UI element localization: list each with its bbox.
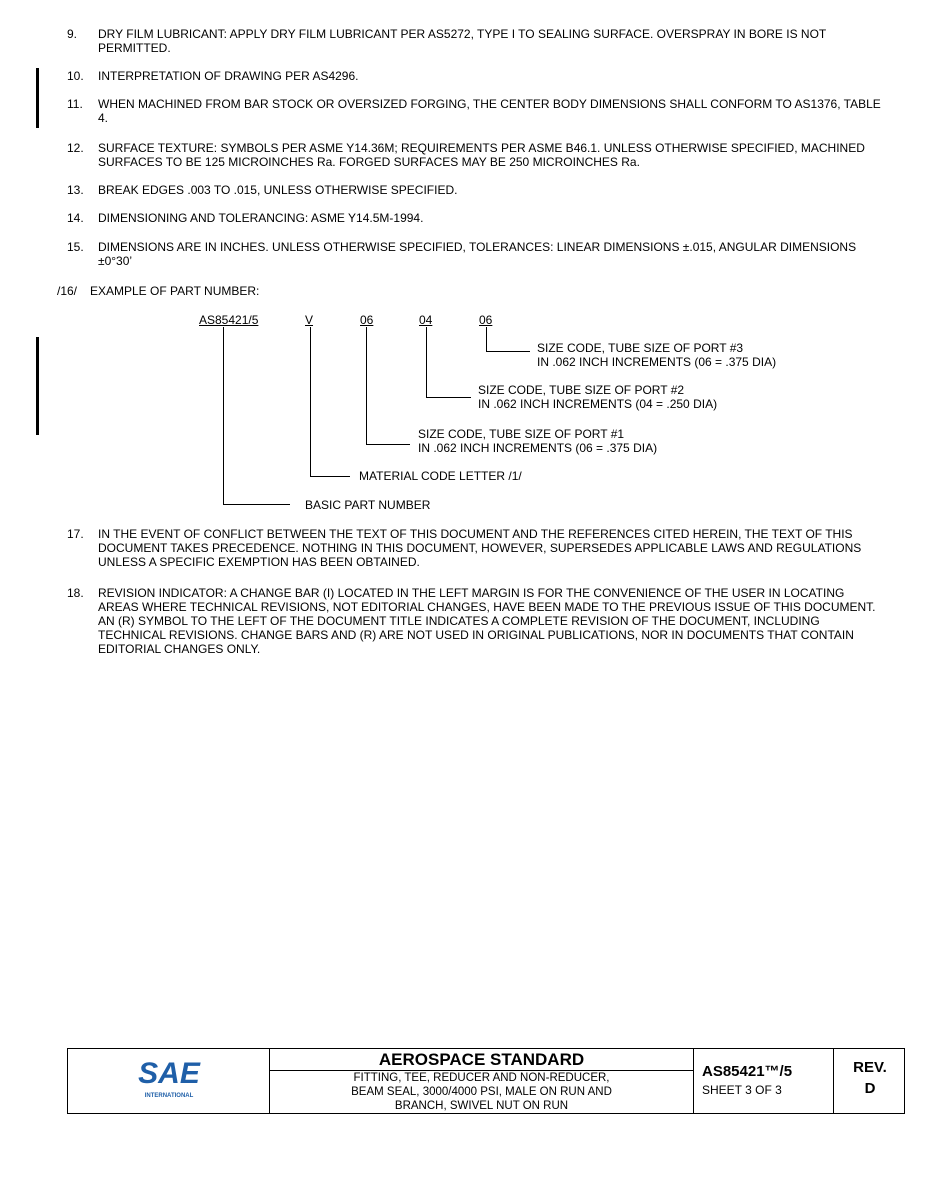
- note-number: 15.: [67, 240, 84, 254]
- note-text: INTERPRETATION OF DRAWING PER AS4296.: [98, 69, 359, 83]
- callout-port2-line1: SIZE CODE, TUBE SIZE OF PORT #2: [478, 383, 685, 397]
- desc-line: BEAM SEAL, 3000/4000 PSI, MALE ON RUN AND: [351, 1086, 612, 1098]
- leader-basic-horizontal: [223, 504, 290, 505]
- part-cell: [694, 1049, 834, 1113]
- change-bar: [36, 337, 39, 435]
- note-text: EXAMPLE OF PART NUMBER:: [90, 284, 260, 298]
- note-18: [67, 586, 887, 656]
- note-text: SURFACE TEXTURE: SYMBOLS PER ASME Y14.36M; REQUIREMENTS PER ASME B46.1. UNLESS OTHERWISE SPECIFIED, MACHINED SURFACES TO BE 125 MICROINCHES Ra. FORGED SURFACES MAY BE 250 MICROINCHES Ra.: [98, 141, 865, 169]
- note-12: [67, 141, 887, 169]
- callout-port1-line2: IN .062 INCH INCREMENTS (06 = .375 DIA): [418, 441, 658, 455]
- callout-port1-line1: SIZE CODE, TUBE SIZE OF PORT #1: [418, 427, 625, 441]
- standard-description: [270, 1071, 693, 1113]
- note-number: 12.: [67, 141, 84, 155]
- note-number: 13.: [67, 183, 84, 197]
- leader-port1-vertical: [366, 327, 367, 445]
- note-16: [57, 284, 877, 298]
- leader-port2-vertical: [426, 327, 427, 398]
- revision-value: D: [864, 1080, 876, 1097]
- sheet-number: SHEET 3 OF 3: [702, 1083, 782, 1097]
- note-text: REVISION INDICATOR: A CHANGE BAR (I) LOCATED IN THE LEFT MARGIN IS FOR THE CONVENIENCE OF THE USER IN LOCATING AREAS WHERE TECHNICAL REVISIONS, NOT EDITORIAL CHANGES, HAVE BEEN MADE TO THE PREVIOUS ISSUE OF THIS DOCUMENT. AN (R) SYMBOL TO THE LEFT OF THE DOCUMENT TITLE INDICATES A COMPLETE REVISION OF THE DOCUMENT, INCLUDING TECHNICAL REVISIONS. CHANGE BARS AND (R) ARE NOT USED IN ORIGINAL PUBLICATIONS, NOR IN DOCUMENTS THAT CONTAIN EDITORIAL CHANGES ONLY.: [98, 586, 876, 656]
- note-number: /16/: [57, 284, 78, 298]
- leader-port3-horizontal: [486, 351, 530, 352]
- rev-cell: [834, 1049, 906, 1113]
- revision-label: REV.: [853, 1059, 887, 1076]
- note-number: 18.: [67, 586, 84, 600]
- note-13: [67, 183, 887, 197]
- change-bar: [36, 68, 39, 128]
- leader-port1-horizontal: [366, 444, 410, 445]
- leader-basic-vertical: [223, 327, 224, 505]
- note-text: DIMENSIONS ARE IN INCHES. UNLESS OTHERWISE SPECIFIED, TOLERANCES: LINEAR DIMENSIONS ±.015, ANGULAR DIMENSIONS ±0°30’: [98, 240, 857, 268]
- leader-port2-horizontal: [426, 397, 471, 398]
- note-text: DRY FILM LUBRICANT: APPLY DRY FILM LUBRICANT PER AS5272, TYPE I TO SEALING SURFACE. OVERSPRAY IN BORE IS NOT PERMITTED.: [98, 27, 827, 55]
- note-14: [67, 211, 887, 225]
- callout-port3-line2: IN .062 INCH INCREMENTS (06 = .375 DIA): [537, 355, 777, 369]
- pn-port2-code: 04: [419, 313, 433, 327]
- desc-line: FITTING, TEE, REDUCER AND NON-REDUCER,: [353, 1072, 610, 1084]
- pn-port3-code: 06: [479, 313, 493, 327]
- note-10: [67, 69, 887, 83]
- note-9: [67, 27, 887, 55]
- pn-material-code: V: [305, 313, 314, 327]
- logo-cell: [68, 1049, 270, 1113]
- callout-material: MATERIAL CODE LETTER /1/: [359, 469, 522, 483]
- leader-port3-vertical: [486, 327, 487, 352]
- note-15: [67, 240, 887, 268]
- pn-basic-code: AS85421/5: [199, 313, 259, 327]
- callout-port2-line2: IN .062 INCH INCREMENTS (04 = .250 DIA): [478, 397, 718, 411]
- callout-basic: BASIC PART NUMBER: [305, 498, 431, 512]
- standard-title: AEROSPACE STANDARD: [270, 1049, 693, 1071]
- desc-line: BRANCH, SWIVEL NUT ON RUN: [394, 1100, 569, 1112]
- note-number: 10.: [67, 69, 84, 83]
- leader-material-horizontal: [310, 476, 350, 477]
- document-number: AS85421™/5: [702, 1063, 793, 1080]
- note-text: IN THE EVENT OF CONFLICT BETWEEN THE TEXT OF THIS DOCUMENT AND THE REFERENCES CITED HEREIN, THE TEXT OF THIS DOCUMENT TAKES PRECEDENCE. NOTHING IN THIS DOCUMENT, HOWEVER, SUPERSEDES APPLICABLE LAWS AND REGULATIONS UNLESS A SPECIFIC EXEMPTION HAS BEEN OBTAINED.: [98, 527, 862, 569]
- callout-port3-line1: SIZE CODE, TUBE SIZE OF PORT #3: [537, 341, 744, 355]
- leader-material-vertical: [310, 327, 311, 477]
- note-number: 9.: [67, 27, 78, 41]
- title-block: [67, 1048, 905, 1114]
- note-17: [67, 527, 887, 569]
- logo-text: SAE: [138, 1057, 200, 1090]
- note-text: DIMENSIONING AND TOLERANCING: ASME Y14.5M-1994.: [98, 211, 424, 225]
- note-text: WHEN MACHINED FROM BAR STOCK OR OVERSIZED FORGING, THE CENTER BODY DIMENSIONS SHALL CONFORM TO AS1376, TABLE 4.: [98, 97, 881, 125]
- note-number: 11.: [67, 97, 83, 111]
- pn-port1-code: 06: [360, 313, 374, 327]
- title-cell: [270, 1049, 694, 1113]
- sae-logo-mark: [133, 1057, 205, 1101]
- sae-logo: [133, 1057, 205, 1106]
- logo-subtext: INTERNATIONAL: [144, 1093, 194, 1099]
- note-text: BREAK EDGES .003 TO .015, UNLESS OTHERWISE SPECIFIED.: [98, 183, 458, 197]
- note-number: 17.: [67, 527, 84, 541]
- note-number: 14.: [67, 211, 84, 225]
- note-11: [67, 97, 887, 125]
